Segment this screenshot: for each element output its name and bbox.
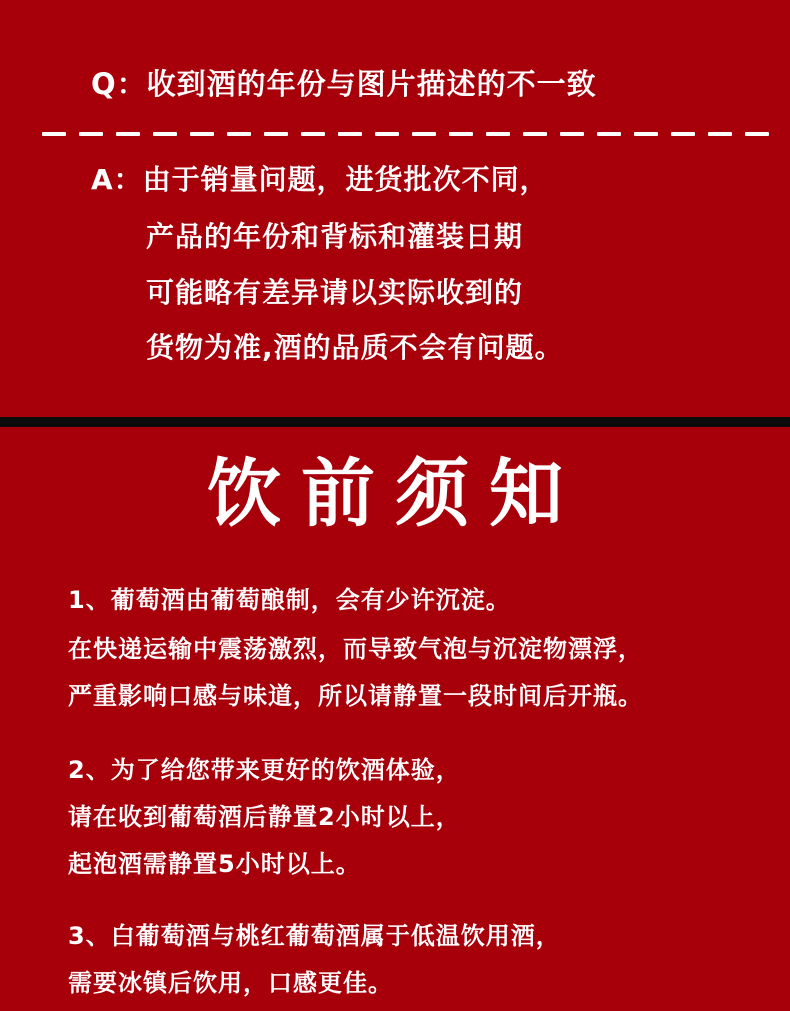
- dash-segment: [227, 132, 251, 136]
- dash-segment: [597, 132, 621, 136]
- dash-segment: [153, 132, 177, 136]
- tip-line: 2、为了给您带来更好的饮酒体验，: [68, 756, 461, 784]
- dash-segment: [634, 132, 658, 136]
- dash-segment: [523, 132, 547, 136]
- dash-segment: [449, 132, 473, 136]
- dash-segment: [301, 132, 325, 136]
- dash-segment: [560, 132, 584, 136]
- tips-title: 饮前须知: [207, 451, 583, 537]
- tip-line: 1、葡萄酒由葡萄酿制，会有少许沉淀。: [68, 586, 511, 614]
- tip-line: 在快递运输中震荡激烈，而导致气泡与沉淀物漂浮，: [68, 635, 643, 663]
- dashed-separator: [42, 132, 759, 138]
- dash-segment: [264, 132, 288, 136]
- qa-section: [0, 0, 790, 417]
- answer-line: 货物为准,酒的品质不会有问题。: [146, 331, 564, 364]
- tip-line: 需要冰镇后饮用，口感更佳。: [68, 969, 393, 997]
- tip-line: 请在收到葡萄酒后静置2小时以上，: [68, 803, 461, 831]
- dash-segment: [190, 132, 214, 136]
- dash-segment: [338, 132, 362, 136]
- dash-segment: [116, 132, 140, 136]
- section-divider: [0, 417, 790, 427]
- dash-segment: [42, 132, 66, 136]
- tip-line: 起泡酒需静置5小时以上。: [68, 850, 361, 878]
- answer-line: 产品的年份和背标和灌装日期: [146, 220, 524, 253]
- dash-segment: [412, 132, 436, 136]
- dash-segment: [745, 132, 769, 136]
- answer-line: A：由于销量问题，进货批次不同，: [91, 163, 549, 196]
- dash-segment: [708, 132, 732, 136]
- dash-segment: [375, 132, 399, 136]
- answer-line: 可能略有差异请以实际收到的: [146, 276, 524, 309]
- dash-segment: [671, 132, 695, 136]
- tip-line: 严重影响口感与味道，所以请静置一段时间后开瓶。: [68, 682, 643, 710]
- drinking-tips-section: [0, 427, 790, 1011]
- tip-line: 3、白葡萄酒与桃红葡萄酒属于低温饮用酒，: [68, 922, 561, 950]
- question-text: Q：收到酒的年份与图片描述的不一致: [91, 67, 597, 101]
- dash-segment: [486, 132, 510, 136]
- dash-segment: [79, 132, 103, 136]
